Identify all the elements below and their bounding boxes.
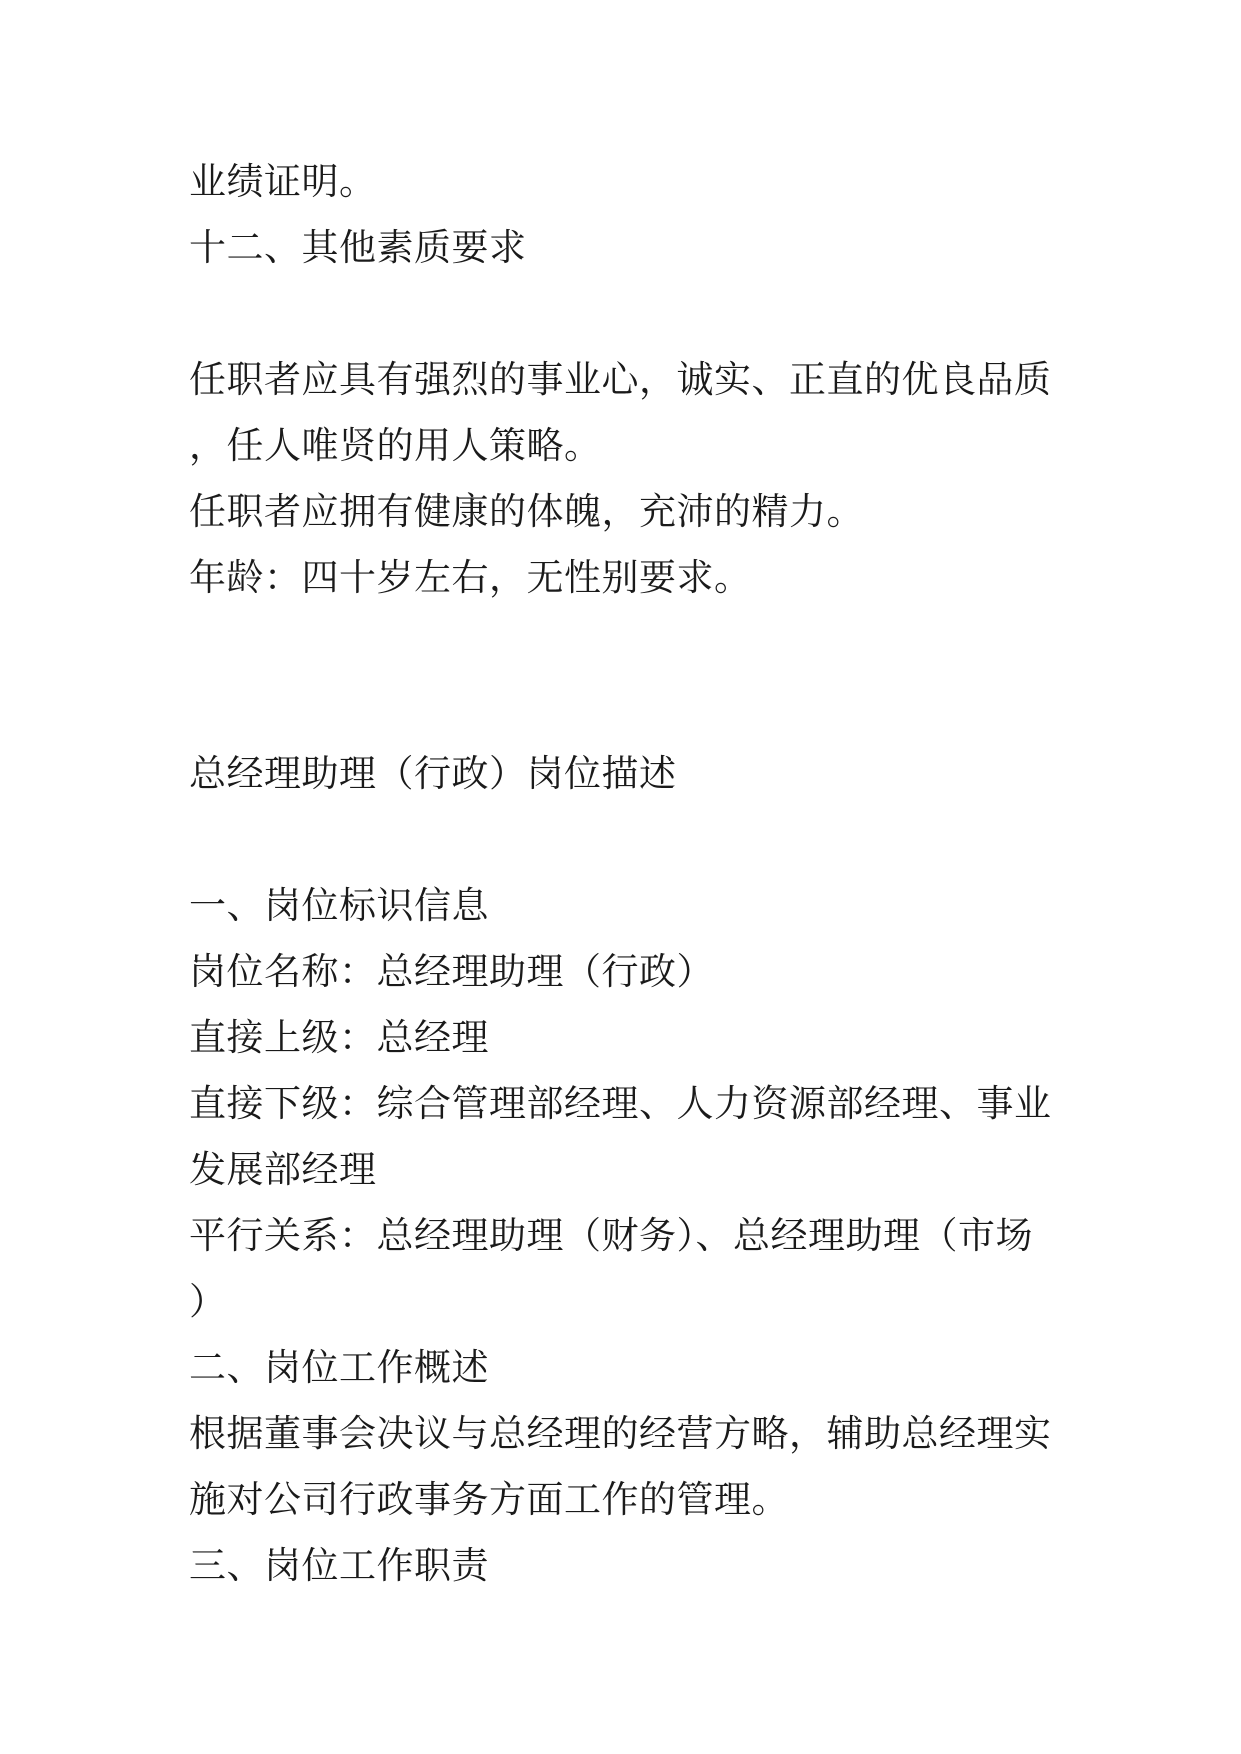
text-line: 任职者应具有强烈的事业心，诚实、正直的优良品质 <box>189 358 1052 401</box>
text-line: 直接上级：总经理 <box>189 1016 489 1059</box>
section-heading: 三、岗位工作职责 <box>189 1544 489 1587</box>
text-line: 岗位名称：总经理助理（行政） <box>189 950 714 993</box>
text-line: 直接下级：综合管理部经理、人力资源部经理、事业 <box>189 1082 1052 1125</box>
text-line: 任职者应拥有健康的体魄，充沛的精力。 <box>189 490 864 533</box>
text-line: 发展部经理 <box>189 1148 377 1191</box>
text-line: 施对公司行政事务方面工作的管理。 <box>189 1478 789 1521</box>
text-line: 根据董事会决议与总经理的经营方略，辅助总经理实 <box>189 1412 1052 1455</box>
text-line: 平行关系：总经理助理（财务）、总经理助理（市场 <box>189 1214 1033 1257</box>
text-line: 年龄：四十岁左右，无性别要求。 <box>189 556 752 599</box>
section-heading: 一、岗位标识信息 <box>189 884 489 927</box>
text-line: ，任人唯贤的用人策略。 <box>189 424 602 467</box>
text-line: 业绩证明。 <box>189 160 377 203</box>
document-title: 总经理助理（行政）岗位描述 <box>189 752 677 795</box>
section-heading: 二、岗位工作概述 <box>189 1346 489 1389</box>
section-heading: 十二、其他素质要求 <box>189 226 527 269</box>
text-line: ） <box>189 1280 227 1323</box>
